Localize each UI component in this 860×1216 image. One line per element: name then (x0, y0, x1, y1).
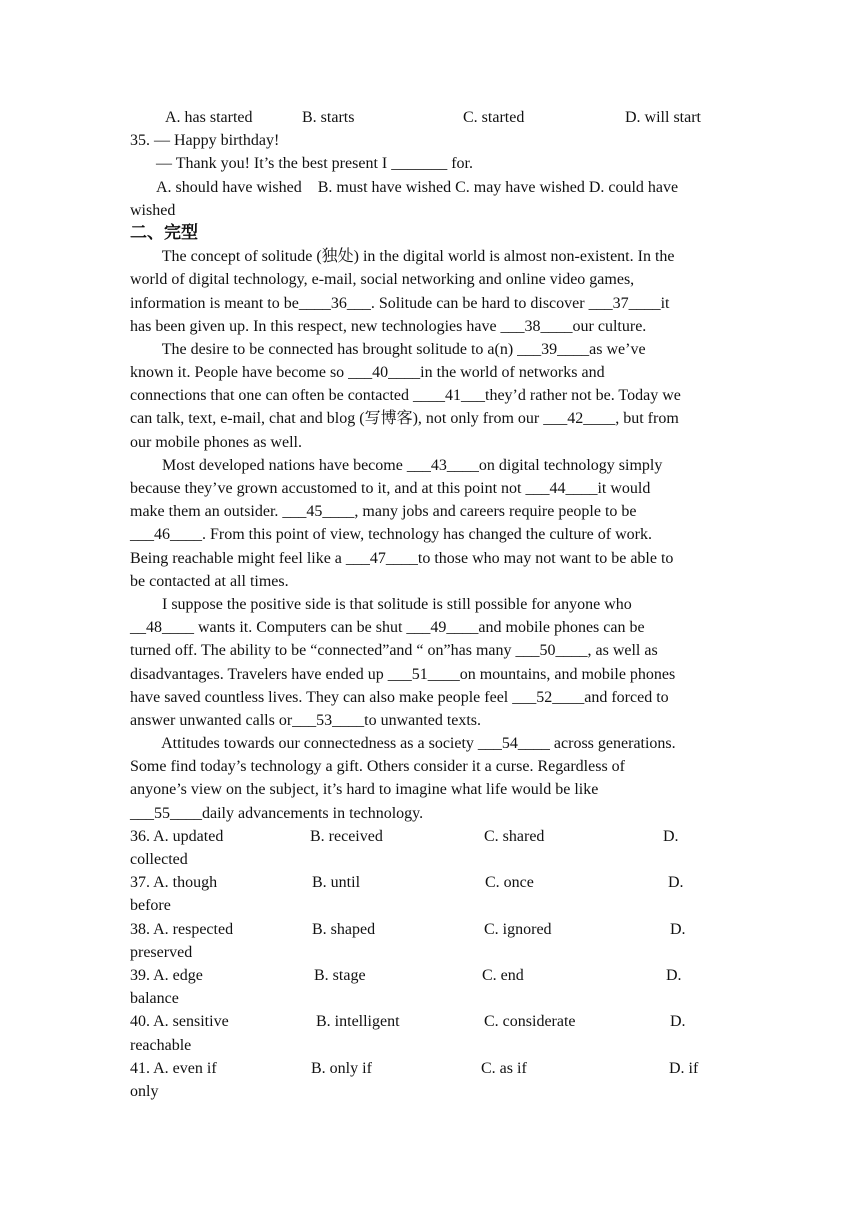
option-row-36 (130, 825, 730, 848)
passage-line: disadvantages. Travelers have ended up ___51____on mountains, and mobile phones (130, 665, 676, 683)
q34-option-c: C. started (463, 109, 525, 126)
passage-line: The desire to be connected has brought solitude to a(n) ___39____as we’ve (130, 340, 646, 358)
option-row-38 (130, 918, 730, 941)
option-a: 37. A. though (130, 874, 218, 892)
passage-line: connections that one can often be contacted ____41___they’d rather not be. Today we (130, 387, 681, 405)
option-wrap: before (130, 897, 171, 915)
passage-line: Some find today’s technology a gift. Others consider it a curse. Regardless of (130, 758, 625, 776)
passage-line: make them an outsider. ___45____, many jobs and careers require people to be (130, 503, 637, 521)
option-a: 39. A. edge (130, 966, 203, 984)
option-b: B. only if (311, 1059, 372, 1077)
passage-line: Attitudes towards our connectedness as a society ___54____ across generations. (130, 735, 676, 753)
answer-options (130, 825, 730, 1103)
option-b: B. shaped (312, 920, 376, 938)
q35-options-wrap: wished (130, 201, 176, 219)
passage-line: Most developed nations have become ___43____on digital technology simply (130, 456, 663, 474)
option-wrap: balance (130, 990, 179, 1008)
option-d: D. (666, 966, 682, 984)
passage-line: __48____ wants it. Computers can be shut ___49____and mobile phones can be (130, 619, 645, 637)
passage-line: be contacted at all times. (130, 572, 289, 590)
option-a: 41. A. even if (130, 1059, 217, 1077)
q34-option-b: B. starts (302, 109, 355, 126)
q35-options: A. should have wished B. must have wished C. may have wished D. could have (156, 178, 679, 196)
option-row-39 (130, 964, 730, 987)
option-d: D. (670, 1013, 686, 1031)
option-b: B. until (312, 874, 361, 892)
section-title: 二、完型 (130, 222, 198, 243)
exam-page (130, 106, 730, 1103)
passage-line: Being reachable might feel like a ___47____to those who may not want to be able to (130, 549, 674, 567)
option-wrap: preserved (130, 943, 193, 961)
passage-line: information is meant to be____36___. Solitude can be hard to discover ___37____it (130, 294, 670, 312)
option-wrap: only (130, 1082, 159, 1100)
passage-line: our mobile phones as well. (130, 433, 302, 451)
passage-line: can talk, text, e-mail, chat and blog (写博客), not only from our ___42____, but from (130, 410, 679, 428)
option-b: B. stage (314, 966, 366, 984)
option-row-37 (130, 871, 730, 894)
q34-option-d: D. will start (625, 109, 701, 126)
option-a: 40. A. sensitive (130, 1013, 229, 1031)
option-row-41 (130, 1057, 730, 1080)
passage-line: known it. People have become so ___40____in the world of networks and (130, 364, 605, 382)
option-d: D. (670, 920, 686, 938)
option-c: C. end (482, 966, 524, 984)
passage-line: answer unwanted calls or___53____to unwanted texts. (130, 711, 482, 729)
passage-line: has been given up. In this respect, new technologies have ___38____our culture. (130, 317, 647, 335)
passage-line: world of digital technology, e-mail, social networking and online video games, (130, 271, 635, 289)
passage-line: anyone’s view on the subject, it’s hard to imagine what life would be like (130, 781, 599, 799)
option-a: 36. A. updated (130, 827, 224, 845)
option-c: C. ignored (484, 920, 552, 938)
q34-options-row (130, 106, 730, 129)
option-b: B. intelligent (316, 1013, 400, 1031)
option-b: B. received (310, 827, 383, 845)
option-d: D. if (669, 1059, 699, 1077)
passage-line: ___55____daily advancements in technology. (130, 804, 424, 822)
passage-line: ___46____. From this point of view, technology has changed the culture of work. (130, 526, 652, 544)
passage-line: I suppose the positive side is that solitude is still possible for anyone who (130, 595, 632, 613)
q34-option-a: A. has started (165, 109, 253, 126)
option-d: D. (663, 827, 679, 845)
option-d: D. (668, 874, 684, 892)
q35-prompt: 35. — Happy birthday! (130, 132, 280, 150)
passage-line: because they’ve grown accustomed to it, and at this point not ___44____it would (130, 480, 651, 497)
option-wrap: collected (130, 851, 188, 868)
passage-line: turned off. The ability to be “connected”and “ on”has many ___50____, as well as (130, 642, 658, 660)
q35-reply: — Thank you! It’s the best present I _______ for. (156, 155, 473, 173)
option-a: 38. A. respected (130, 920, 234, 938)
option-c: C. considerate (484, 1013, 576, 1031)
option-c: C. once (485, 874, 534, 892)
passage-line: The concept of solitude (独处) in the digital world is almost non-existent. In the (130, 248, 675, 266)
cloze-passage (130, 245, 730, 825)
passage-line: have saved countless lives. They can also make people feel ___52____and forced to (130, 688, 669, 706)
option-c: C. shared (484, 827, 545, 845)
option-wrap: reachable (130, 1036, 192, 1054)
option-c: C. as if (481, 1059, 527, 1077)
option-row-40 (130, 1010, 730, 1033)
